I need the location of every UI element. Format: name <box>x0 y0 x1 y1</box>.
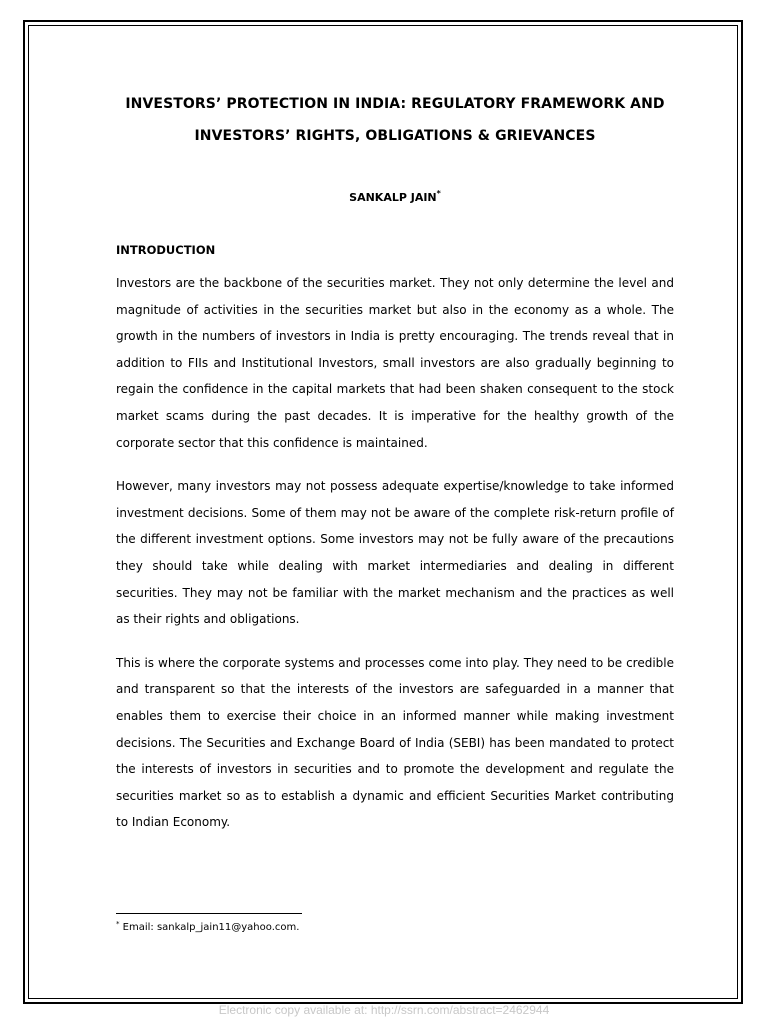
document-body <box>116 88 674 836</box>
footnote <box>116 921 299 935</box>
section-heading-introduction: INTRODUCTION <box>116 243 216 257</box>
author-name: SANKALP JAIN <box>349 191 437 204</box>
footnote-mark: * <box>116 920 120 928</box>
ssrn-watermark: Electronic copy available at: http://ssrn.com/abstract=2462944 <box>218 1003 550 1017</box>
paragraph-3: This is where the corporate systems and processes come into play. They need to be credible and transparent so that the interests of the investors are safeguarded in a manner that enables them to exercise their choice in an informed manner while making investment decisions. The Securities and Exchange Board of India (SEBI) has been mandated to protect the interests of investors in securities and to promote the development and regulate the securities market so as to establish a dynamic and efficient Securities Market contributing to Indian Economy. <box>116 655 674 830</box>
footnote-email: Email: sankalp_jain11@yahoo.com. <box>119 922 300 933</box>
title-line-1: INVESTORS’ PROTECTION IN INDIA: REGULATORY FRAMEWORK AND <box>125 96 665 112</box>
footnote-separator <box>116 913 302 914</box>
paragraph-1: Investors are the backbone of the securities market. They not only determine the level and magnitude of activities in the securities market but also in the economy as a whole. The growth in the numbers of investors in India is pretty encouraging. The trends reveal that in addition to FIIs and Institutional Investors, small investors are also gradually beginning to regain the confidence in the capital markets that had been shaken consequent to the stock market scams during the past decades. It is imperative for the healthy growth of the corporate sector that this confidence is maintained. <box>116 276 674 450</box>
author-footnote-mark: * <box>436 189 441 198</box>
title-line-2: INVESTORS’ RIGHTS, OBLIGATIONS & GRIEVANCES <box>194 128 596 144</box>
paragraph-2: However, many investors may not possess adequate expertise/knowledge to take informed investment decisions. Some of them may not be aware of the complete risk-return profile of the different investment options. Some investors may not be fully aware of the precautions they should take while dealing with market intermediaries and dealing in different securities. They may not be familiar with the market mechanism and the practices as well as their rights and obligations. <box>116 479 674 627</box>
author <box>116 190 674 206</box>
